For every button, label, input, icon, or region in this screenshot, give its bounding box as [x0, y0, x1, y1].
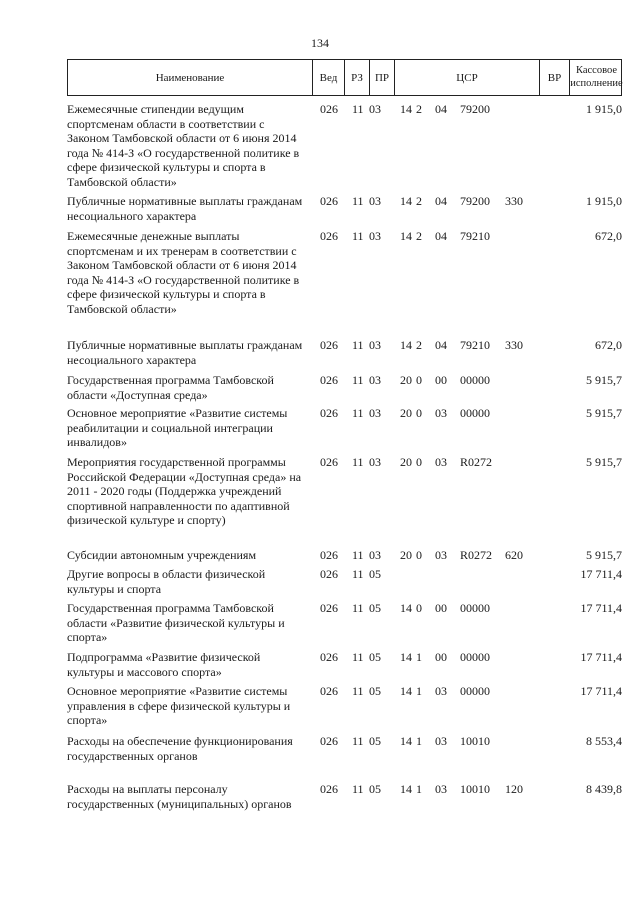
row-pr: 05: [369, 567, 381, 581]
row-csr-event: 04: [435, 194, 447, 208]
row-pr: 05: [369, 601, 381, 615]
header-kassovoe: Кассовое исполнение: [570, 65, 623, 89]
row-csr-program: 14: [400, 338, 412, 352]
row-rz: 11: [352, 406, 364, 420]
row-csr-event: 04: [435, 229, 447, 243]
row-pr: 05: [369, 650, 381, 664]
row-sum: 1 915,0: [586, 102, 622, 116]
row-csr-program: 20: [400, 455, 412, 469]
row-sum: 5 915,7: [586, 455, 622, 469]
row-csr-direction: 79210: [460, 338, 490, 352]
row-csr-direction: R0272: [460, 455, 493, 469]
row-csr-event: 04: [435, 338, 447, 352]
row-csr-direction: 00000: [460, 406, 490, 420]
row-csr-direction: 00000: [460, 684, 490, 698]
row-csr-direction: 79210: [460, 229, 490, 243]
row-ved: 026: [320, 650, 338, 664]
row-csr-program: 14: [400, 782, 412, 796]
row-csr-program: 14: [400, 194, 412, 208]
row-csr-event: 00: [435, 650, 447, 664]
row-name: Государственная программа Тамбовской области «Доступная среда»: [67, 373, 274, 402]
row-csr-program: 14: [400, 734, 412, 748]
row-sum: 5 915,7: [586, 373, 622, 387]
row-name: Основное мероприятие «Развитие системы управления в сфере физической культуры и спорта»: [67, 684, 291, 727]
row-pr: 03: [369, 338, 381, 352]
row-ved: 026: [320, 194, 338, 208]
row-ved: 026: [320, 338, 338, 352]
row-csr-subprogram: 0: [416, 601, 422, 615]
row-csr-event: 04: [435, 102, 447, 116]
row-csr-direction: 00000: [460, 373, 490, 387]
row-pr: 05: [369, 734, 381, 748]
row-rz: 11: [352, 650, 364, 664]
row-name: Публичные нормативные выплаты гражданам несоциального характера: [67, 338, 303, 367]
row-csr-program: 14: [400, 601, 412, 615]
row-rz: 11: [352, 567, 364, 581]
row-name: Подпрограмма «Развитие физической культуры и массового спорта»: [67, 650, 261, 679]
row-rz: 11: [352, 455, 364, 469]
row-csr-direction: 79200: [460, 194, 490, 208]
row-vr: 120: [505, 782, 523, 796]
row-csr-event: 03: [435, 455, 447, 469]
row-sum: 17 711,4: [580, 650, 622, 664]
row-sum: 17 711,4: [580, 567, 622, 581]
row-pr: 03: [369, 406, 381, 420]
row-csr-subprogram: 0: [416, 455, 422, 469]
row-csr-subprogram: 2: [416, 338, 422, 352]
row-name: Мероприятия государственной программы Российской Федерации «Доступная среда» на 2011 - 2020 годы (Поддержка учреждений спортивной направленности по адаптивной физической культуре и спорту): [67, 455, 302, 527]
row-csr-direction: 00000: [460, 601, 490, 615]
row-csr-program: 14: [400, 102, 412, 116]
row-sum: 17 711,4: [580, 601, 622, 615]
row-csr-program: 14: [400, 229, 412, 243]
row-sum: 672,0: [595, 338, 622, 352]
row-csr-subprogram: 1: [416, 650, 422, 664]
row-csr-direction: R0272: [460, 548, 493, 562]
row-pr: 05: [369, 684, 381, 698]
row-csr-subprogram: 0: [416, 548, 422, 562]
row-csr-program: 14: [400, 650, 412, 664]
row-csr-program: 14: [400, 684, 412, 698]
row-name: Ежемесячные стипендии ведущим спортсменам области в соответствии с Законом Тамбовской области от 6 июня 2014 года № 414-З «О государственной политике в сфере физической культуры и спорта в Тамбовской области»: [67, 102, 300, 189]
row-csr-event: 03: [435, 406, 447, 420]
header-name: Наименование: [68, 60, 313, 95]
row-pr: 03: [369, 102, 381, 116]
row-csr-event: 00: [435, 601, 447, 615]
row-ved: 026: [320, 734, 338, 748]
row-ved: 026: [320, 455, 338, 469]
row-csr-subprogram: 0: [416, 373, 422, 387]
row-name: Расходы на выплаты персоналу государственных (муниципальных) органов: [67, 782, 292, 811]
header-csr: ЦСР: [395, 60, 540, 95]
row-rz: 11: [352, 548, 364, 562]
row-csr-subprogram: 1: [416, 782, 422, 796]
row-csr-direction: 10010: [460, 734, 490, 748]
row-sum: 1 915,0: [586, 194, 622, 208]
row-csr-event: 03: [435, 734, 447, 748]
row-rz: 11: [352, 373, 364, 387]
row-pr: 03: [369, 373, 381, 387]
row-csr-program: 20: [400, 406, 412, 420]
row-csr-event: 03: [435, 684, 447, 698]
row-vr: 330: [505, 338, 523, 352]
row-ved: 026: [320, 684, 338, 698]
row-ved: 026: [320, 229, 338, 243]
row-rz: 11: [352, 338, 364, 352]
header-pr: ПР: [370, 60, 395, 95]
row-sum: 8 439,8: [586, 782, 622, 796]
row-rz: 11: [352, 782, 364, 796]
row-csr-program: 20: [400, 548, 412, 562]
header-vr: ВР: [540, 60, 570, 95]
row-ved: 026: [320, 548, 338, 562]
row-rz: 11: [352, 684, 364, 698]
row-name: Расходы на обеспечение функционирования государственных органов: [67, 734, 293, 763]
row-name: Публичные нормативные выплаты гражданам несоциального характера: [67, 194, 303, 223]
row-vr: 620: [505, 548, 523, 562]
row-sum: 672,0: [595, 229, 622, 243]
row-csr-event: 03: [435, 782, 447, 796]
row-pr: 03: [369, 548, 381, 562]
page-number: 134: [311, 36, 329, 50]
row-rz: 11: [352, 734, 364, 748]
row-ved: 026: [320, 782, 338, 796]
row-ved: 026: [320, 373, 338, 387]
row-pr: 03: [369, 455, 381, 469]
row-pr: 03: [369, 194, 381, 208]
row-rz: 11: [352, 601, 364, 615]
row-csr-direction: 00000: [460, 650, 490, 664]
row-rz: 11: [352, 102, 364, 116]
row-csr-direction: 79200: [460, 102, 490, 116]
row-sum: 8 553,4: [586, 734, 622, 748]
row-csr-direction: 10010: [460, 782, 490, 796]
row-ved: 026: [320, 102, 338, 116]
row-pr: 03: [369, 229, 381, 243]
row-name: Государственная программа Тамбовской области «Развитие физической культуры и спорта»: [67, 601, 285, 644]
row-ved: 026: [320, 601, 338, 615]
row-name: Ежемесячные денежные выплаты спортсменам и их тренерам в соответствии с Законом Тамбовской области от 6 июня 2014 года № 414-З «О государственной политике в сфере физической культуры и спорта в Тамбовской области»: [67, 229, 300, 316]
row-csr-subprogram: 2: [416, 229, 422, 243]
row-rz: 11: [352, 194, 364, 208]
row-csr-subprogram: 1: [416, 734, 422, 748]
row-name: Основное мероприятие «Развитие системы реабилитации и социальной интеграции инвалидов»: [67, 406, 288, 449]
row-vr: 330: [505, 194, 523, 208]
row-csr-event: 00: [435, 373, 447, 387]
row-sum: 5 915,7: [586, 406, 622, 420]
row-rz: 11: [352, 229, 364, 243]
row-sum: 5 915,7: [586, 548, 622, 562]
row-csr-subprogram: 0: [416, 406, 422, 420]
row-name: Другие вопросы в области физической культуры и спорта: [67, 567, 266, 596]
row-csr-event: 03: [435, 548, 447, 562]
row-csr-subprogram: 1: [416, 684, 422, 698]
row-csr-subprogram: 2: [416, 102, 422, 116]
table-header: [67, 59, 622, 96]
row-ved: 026: [320, 567, 338, 581]
row-name: Субсидии автономным учреждениям: [67, 548, 257, 562]
row-ved: 026: [320, 406, 338, 420]
row-pr: 05: [369, 782, 381, 796]
header-ved: Вед: [313, 60, 345, 95]
header-rz: РЗ: [345, 60, 370, 95]
row-sum: 17 711,4: [580, 684, 622, 698]
row-csr-subprogram: 2: [416, 194, 422, 208]
row-csr-program: 20: [400, 373, 412, 387]
